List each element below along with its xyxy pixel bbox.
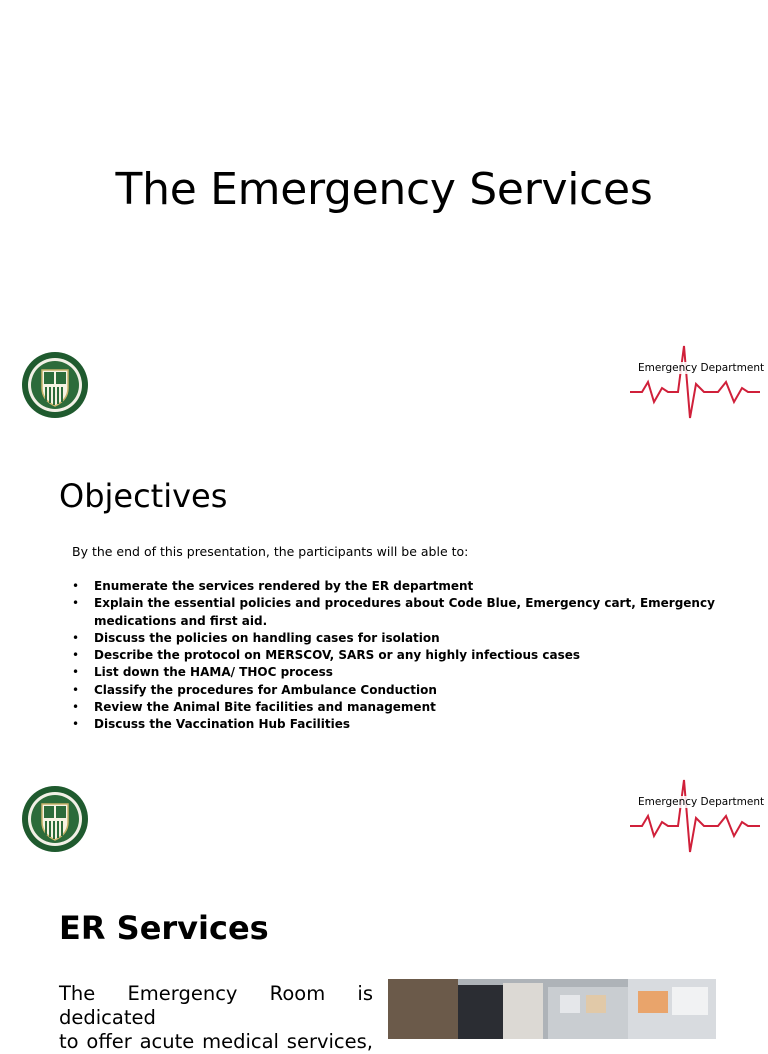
- list-item: • Describe the protocol on MERSCOV, SARS or any highly infectious cases: [72, 648, 581, 663]
- emergency-department-label: Emergency Department: [638, 362, 765, 374]
- er-services-paragraph: The Emergency Room is dedicated to offer acute medical services,: [59, 982, 373, 1053]
- university-crest-logo: [20, 784, 90, 854]
- list-item: • Classify the procedures for Ambulance Conduction: [72, 682, 437, 697]
- list-item: • List down the HAMA/ THOC process: [72, 665, 333, 680]
- emergency-department-label: Emergency Department: [638, 796, 765, 808]
- university-crest-logo: [20, 350, 90, 420]
- er-room-photo: [388, 979, 716, 1039]
- list-item: • Discuss the policies on handling cases for isolation: [72, 630, 440, 645]
- list-item: • Explain the essential policies and procedures about Code Blue, Emergency cart, Emergency medications and first aid.: [72, 596, 715, 628]
- objectives-intro: By the end of this presentation, the participants will be able to:: [72, 544, 469, 559]
- list-item: • Enumerate the services rendered by the ER department: [72, 579, 474, 593]
- slide-title: The Emergency Services: [115, 164, 653, 215]
- emergency-department-logo: [628, 778, 765, 854]
- objectives-list: [72, 578, 744, 734]
- er-services-heading: ER Services: [59, 909, 269, 947]
- list-item: • Discuss the Vaccination Hub Facilities: [72, 717, 350, 732]
- emergency-department-logo: [628, 344, 765, 420]
- objectives-heading: Objectives: [59, 477, 228, 515]
- list-item: • Review the Animal Bite facilities and management: [72, 700, 436, 715]
